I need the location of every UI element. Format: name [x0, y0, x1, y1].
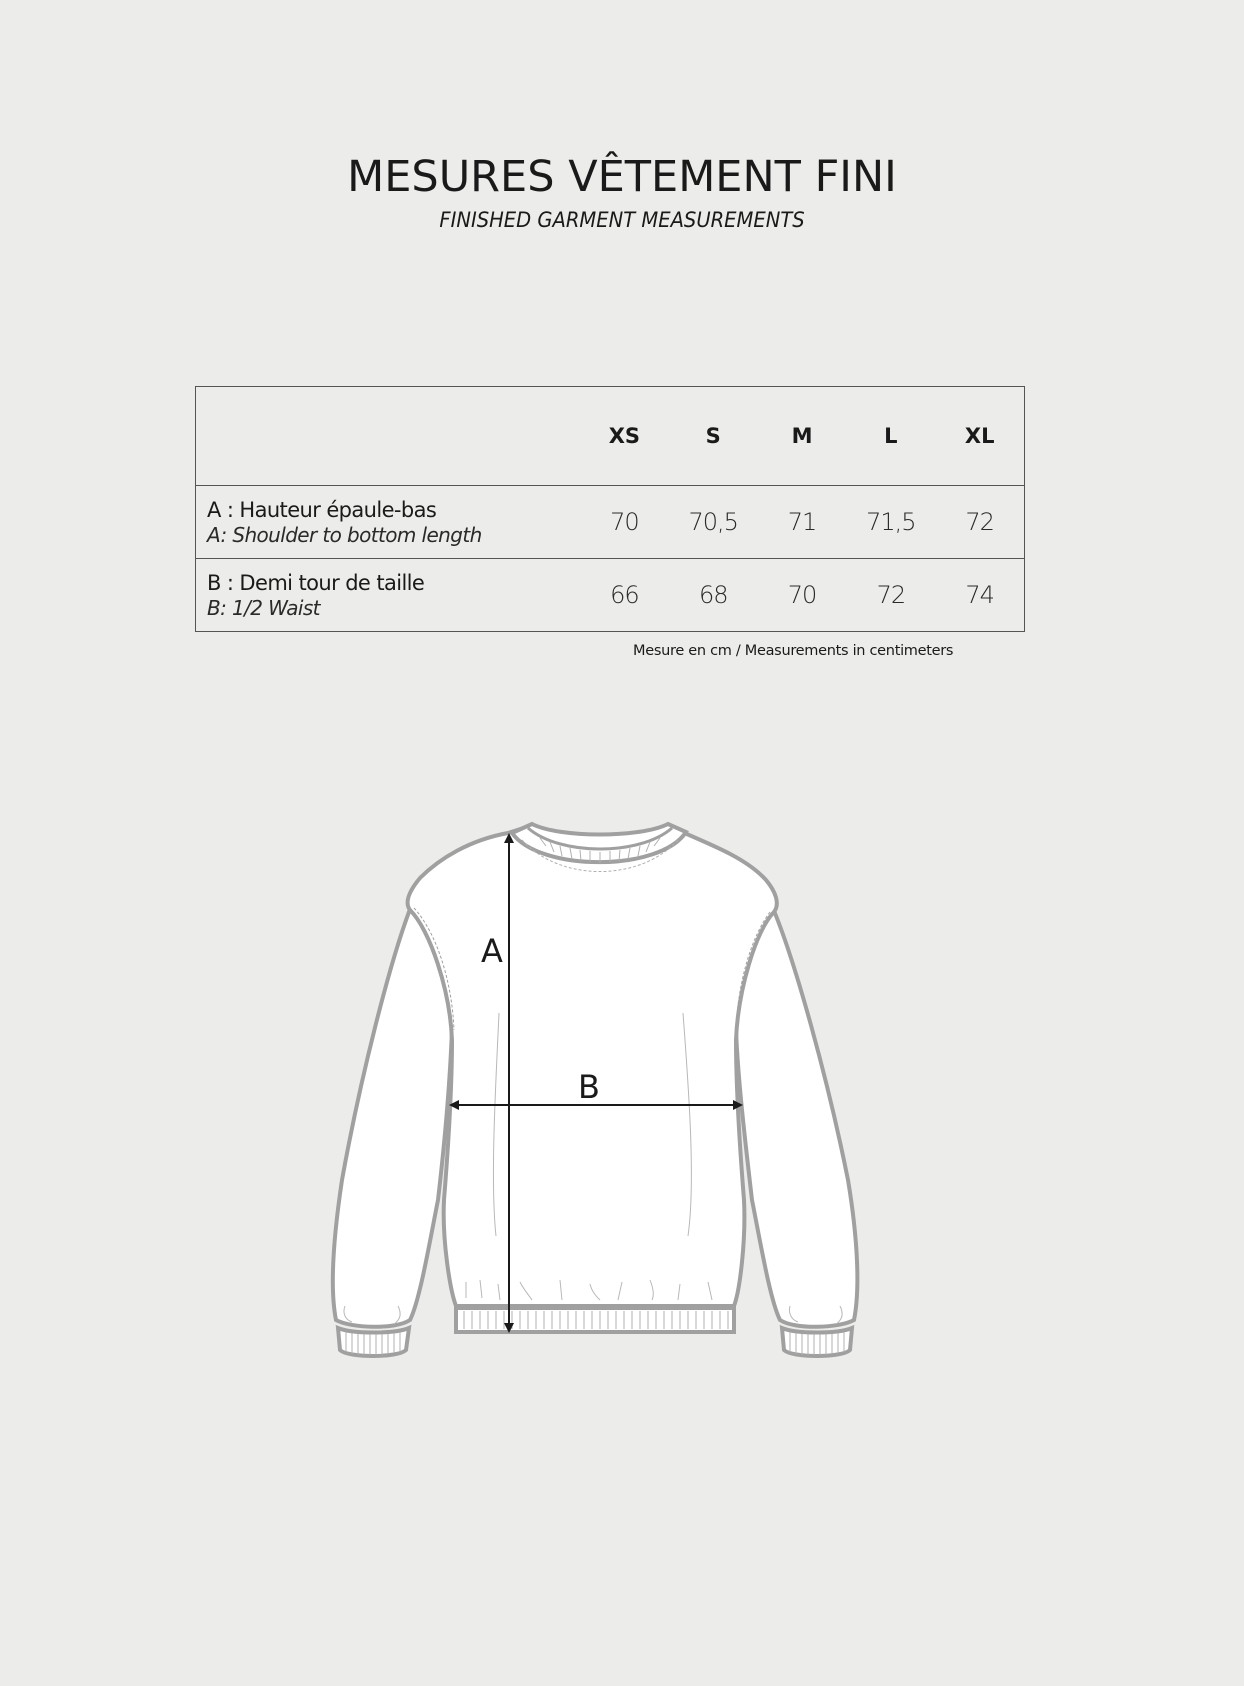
- value-cell: 71: [787, 508, 817, 536]
- value-cell: 72: [965, 508, 994, 536]
- measurement-b-label: B: [578, 1068, 600, 1106]
- garment-body: [408, 826, 777, 1306]
- value-cell: 66: [610, 581, 639, 609]
- value-cell: 74: [965, 581, 994, 609]
- page-subtitle: FINISHED GARMENT MEASUREMENTS: [439, 208, 805, 232]
- row-label-en: A: Shoulder to bottom length: [207, 522, 482, 547]
- col-header-xl: XL: [964, 424, 995, 448]
- value-cell: 70: [787, 581, 817, 609]
- row-label-fr: A : Hauteur épaule-bas: [207, 497, 437, 522]
- left-sleeve: [333, 899, 452, 1326]
- value-cell: 70,5: [688, 508, 738, 536]
- waistband: [456, 1308, 734, 1332]
- row-label-fr: B : Demi tour de taille: [207, 570, 425, 595]
- col-header-m: M: [791, 424, 813, 448]
- col-header-xs: XS: [608, 424, 641, 448]
- col-header-s: S: [705, 424, 721, 448]
- measurement-a-label: A: [481, 932, 503, 970]
- left-cuff: [338, 1328, 409, 1356]
- row-label-en: B: 1/2 Waist: [207, 595, 320, 620]
- units-note: Mesure en cm / Measurements in centimeters: [633, 643, 954, 659]
- col-header-l: L: [884, 424, 898, 448]
- value-cell: 70: [610, 508, 639, 536]
- right-sleeve: [736, 901, 857, 1326]
- page-title: MESURES VÊTEMENT FINI: [347, 152, 897, 202]
- right-cuff: [782, 1328, 852, 1356]
- value-cell: 72: [876, 581, 906, 609]
- value-cell: 68: [698, 581, 728, 609]
- value-cell: 71,5: [866, 508, 916, 536]
